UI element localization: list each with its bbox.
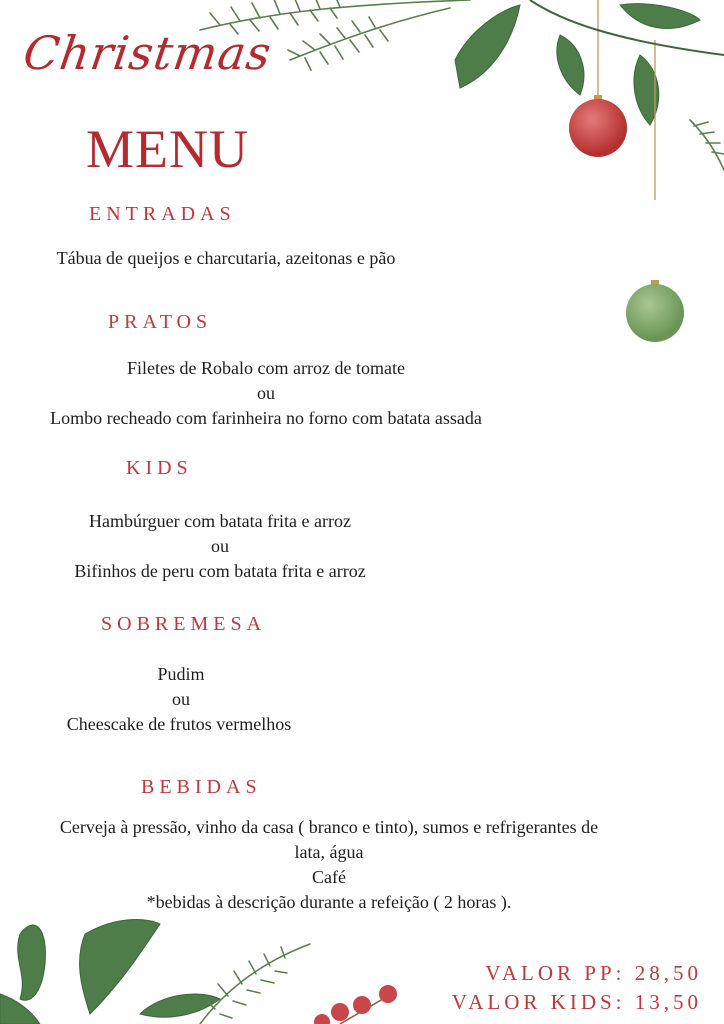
section-heading-entradas: ENTRADAS [89,203,236,225]
menu-line: Cerveja à pressão, vinho da casa ( branco e tinto), sumos e refrigerantes de [59,817,599,837]
green-ornament-icon [623,280,687,344]
menu-line: ou [211,536,229,556]
red-ornament-icon [566,95,630,159]
red-berries-icon [314,985,397,1024]
menu-line: Cheescake de frutos vermelhos [66,714,292,734]
menu-line: ou [172,689,190,709]
menu-line: *bebidas à descrição durante a refeição ( 2 horas ). [146,892,512,912]
script-title: Christmas [20,26,276,80]
menu-line: lata, água [294,842,364,862]
section-heading-pratos: PRATOS [108,311,213,333]
section-heading-bebidas: BEBIDAS [141,776,262,798]
menu-line: ou [257,383,275,403]
menu-line: Café [312,867,346,887]
price-kids: VALOR KIDS: 13,50 [451,990,702,1014]
menu-line: Hambúrguer com batata frita e arroz [88,511,352,531]
page-title: MENU [86,119,249,179]
price-adult: VALOR PP: 28,50 [485,961,702,985]
menu-line: Lombo recheado com farinheira no forno com batata assada [50,408,482,428]
menu-line: Bifinhos de peru com batata frita e arroz [74,561,366,581]
holly-leaf-icon [0,904,420,1024]
section-heading-kids: KIDS [126,457,193,479]
menu-line: Filetes de Robalo com arroz de tomate [127,358,405,378]
section-heading-sobremesa: SOBREMESA [101,613,267,635]
menu-line: Tábua de queijos e charcutaria, azeitonas e pão [56,248,396,268]
menu-line: Pudim [157,664,205,684]
